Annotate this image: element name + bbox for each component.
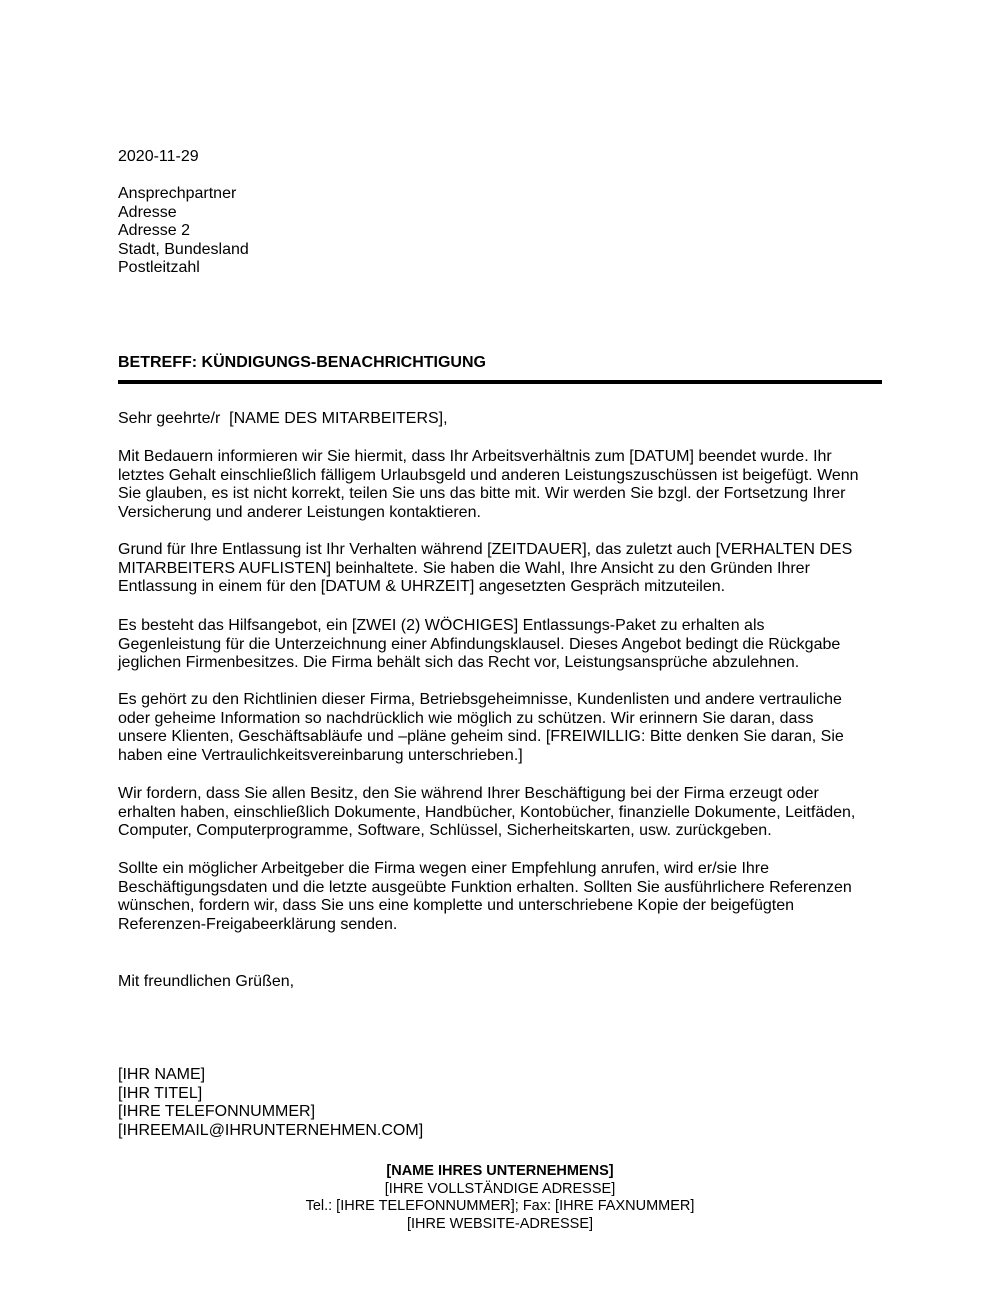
salutation: Sehr geehrte/r [NAME DES MITARBEITERS], xyxy=(118,410,448,427)
footer-phone-fax: Tel.: [IHRE TELEFONNUMMER]; Fax: [IHRE FAXNUMMER] xyxy=(305,1198,695,1214)
sender-title: [IHR TITEL] xyxy=(118,1084,203,1102)
recipient-address-line-1: Adresse xyxy=(118,203,177,221)
closing: Mit freundlichen Grüßen, xyxy=(118,973,295,990)
letterhead-footer xyxy=(0,1163,1000,1233)
footer-company-name: [NAME IHRES UNTERNEHMENS] xyxy=(386,1163,614,1179)
sender-email: [IHREEMAIL@IHRUNTERNEHMEN.COM] xyxy=(118,1121,424,1139)
body-paragraph-property-return: Wir fordern, dass Sie allen Besitz, den Sie während Ihrer Beschäftigung bei der Firma erzeugt oder erhalten haben, einschließlich Dokumente, Handbücher, Kontobücher, finanzielle Dokumente, Leitfäden, Computer, Computerprogramme, Software, Schlüssel, Sicherheitskarten, usw. zurückgeben. xyxy=(118,785,856,840)
recipient-contact: Ansprechpartner xyxy=(118,185,237,202)
subject-line: BETREFF: KÜNDIGUNGS-BENACHRICHTIGUNG xyxy=(118,354,486,371)
footer-address: [IHRE VOLLSTÄNDIGE ADRESSE] xyxy=(384,1180,616,1197)
body-paragraph-references: Sollte ein möglicher Arbeitgeber die Firma wegen einer Empfehlung anrufen, wird er/sie Ihre Beschäftigungsdaten und die letzte ausgeübte Funktion erhalten. Sollten Sie ausführlichere Referenzen wünschen, fordern wir, dass Sie uns eine komplette und unterschriebene Kopie der beigefügten Referenzen-Freigabeerklärung senden. xyxy=(118,860,852,933)
subject-divider xyxy=(118,380,882,384)
sender-phone: [IHRE TELEFONNUMMER] xyxy=(118,1103,316,1121)
footer-website: [IHRE WEBSITE-ADRESSE] xyxy=(406,1215,594,1232)
recipient-city-state: Stadt, Bundesland xyxy=(118,240,249,258)
body-paragraph-severance: Es besteht das Hilfsangebot, ein [ZWEI (2) WÖCHIGES] Entlassungs-Paket zu erhalten als Gegenleistung für die Unterzeichnung einer Abfindungsklausel. Dieses Angebot bedingt die Rückgabe jeglichen Firmenbesitzes. Die Firma behält sich das Recht vor, Leistungsansprüche abzulehnen. xyxy=(118,617,841,672)
recipient-address-line-2: Adresse 2 xyxy=(118,222,191,240)
recipient-address xyxy=(118,185,249,278)
body-paragraph-reason: Grund für Ihre Entlassung ist Ihr Verhalten während [ZEITDAUER], das zuletzt auch [VERHALTEN DES MITARBEITERS AUFLISTEN] beinhaltete. Sie haben die Wahl, Ihre Ansicht zu den Gründen Ihrer Entlassung in einem für den [DATUM & UHRZEIT] angesetzten Gespräch mitzuteilen. xyxy=(118,541,853,596)
sender-name: [IHR NAME] xyxy=(118,1066,206,1083)
body-paragraph-confidentiality: Es gehört zu den Richtlinien dieser Firma, Betriebsgeheimnisse, Kundenlisten und andere vertrauliche oder geheime Information so nachdrücklich wie möglich zu schützen. Wir erinnern Sie daran, dass unsere Klienten, Geschäftsabläufe und –pläne geheim sind. [FREIWILLIG: Bitte denken Sie daran, Sie haben eine Vertraulichkeitsvereinbarung unterschrieben.] xyxy=(118,691,844,764)
body-paragraph-termination: Mit Bedauern informieren wir Sie hiermit, dass Ihr Arbeitsverhältnis zum [DATUM] beendet wurde. Ihr letztes Gehalt einschließlich fälligem Urlaubsgeld und anderen Leistungszuschüssen ist beigefügt. Wenn Sie glauben, es ist nicht korrekt, teilen Sie uns das bitte mit. Wir werden Sie bzgl. der Fortsetzung Ihrer Versicherung und anderer Leistungen kontaktieren. xyxy=(118,448,859,521)
signature-block xyxy=(118,1066,423,1140)
letter-date: 2020-11-29 xyxy=(118,148,199,165)
recipient-postal-code: Postleitzahl xyxy=(118,259,200,277)
